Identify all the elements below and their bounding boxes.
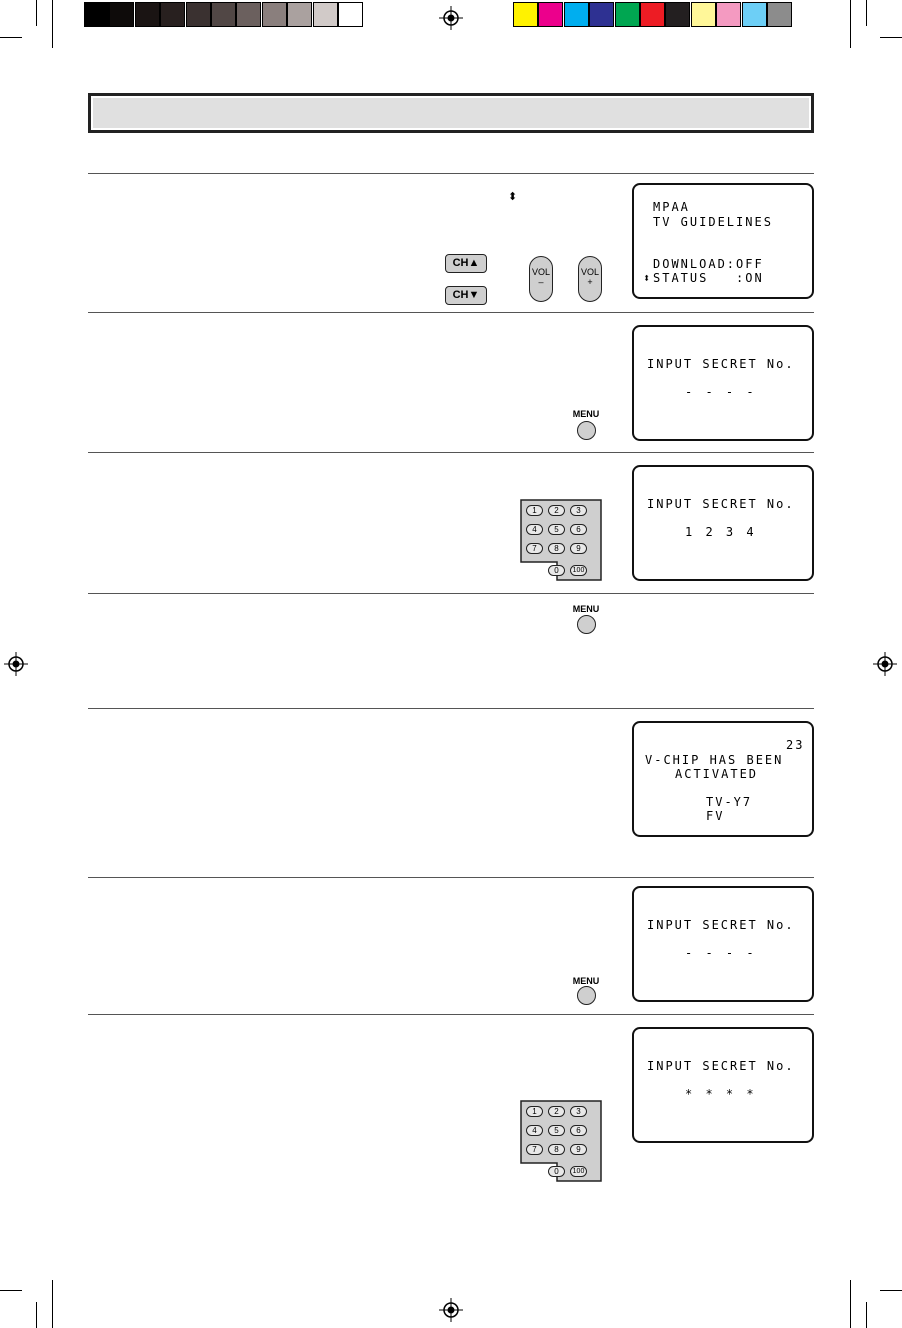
keypad-key-9[interactable]: 9 bbox=[570, 1144, 587, 1155]
updown-arrow-icon: ⬍ bbox=[508, 191, 518, 203]
color-swatch bbox=[615, 2, 640, 27]
crop-mark bbox=[850, 1280, 851, 1328]
vol-label: VOL bbox=[531, 267, 550, 277]
crop-mark bbox=[0, 1290, 22, 1291]
osd-value: 1 2 3 4 bbox=[685, 525, 757, 539]
crop-mark bbox=[36, 1302, 37, 1328]
osd-value: - - - - bbox=[685, 946, 757, 960]
crop-mark bbox=[0, 37, 22, 38]
osd-line: FV bbox=[706, 809, 725, 823]
crop-mark bbox=[866, 1302, 867, 1328]
osd-secret-screen bbox=[632, 1027, 814, 1143]
crop-mark bbox=[52, 1280, 53, 1328]
divider bbox=[88, 593, 814, 594]
osd-title: INPUT SECRET No. bbox=[647, 357, 795, 371]
crop-mark bbox=[850, 0, 851, 48]
menu-button[interactable] bbox=[577, 615, 596, 634]
gray-swatch bbox=[186, 2, 211, 27]
osd-line: MPAA bbox=[653, 200, 690, 214]
numeric-keypad bbox=[520, 499, 602, 581]
osd-vchip-screen bbox=[632, 721, 814, 837]
color-swatch bbox=[742, 2, 767, 27]
crop-mark bbox=[52, 0, 53, 48]
osd-value: - - - - bbox=[685, 385, 757, 399]
divider bbox=[88, 877, 814, 878]
keypad-key-5[interactable]: 5 bbox=[548, 524, 565, 535]
gray-swatch bbox=[236, 2, 261, 27]
osd-guidelines-screen bbox=[632, 183, 814, 299]
keypad-key-7[interactable]: 7 bbox=[526, 543, 543, 554]
crop-mark bbox=[866, 0, 867, 26]
gray-swatch bbox=[160, 2, 185, 27]
color-swatch bbox=[640, 2, 665, 27]
gray-swatch bbox=[313, 2, 338, 27]
keypad-key-0[interactable]: 0 bbox=[548, 565, 565, 576]
osd-line: DOWNLOAD:OFF bbox=[653, 257, 764, 271]
keypad-key-4[interactable]: 4 bbox=[526, 1125, 543, 1136]
keypad-key-8[interactable]: 8 bbox=[548, 543, 565, 554]
osd-title: INPUT SECRET No. bbox=[647, 918, 795, 932]
color-swatch bbox=[767, 2, 792, 27]
keypad-key-0[interactable]: 0 bbox=[548, 1166, 565, 1177]
vol-label: VOL bbox=[580, 267, 599, 277]
divider bbox=[88, 1014, 814, 1015]
menu-button[interactable] bbox=[577, 421, 596, 440]
ch-up-button[interactable]: CH▲ bbox=[445, 254, 487, 273]
color-swatch bbox=[589, 2, 614, 27]
osd-line: TV GUIDELINES bbox=[653, 215, 773, 229]
menu-button[interactable] bbox=[577, 986, 596, 1005]
vol-minus-button[interactable] bbox=[529, 256, 553, 302]
registration-mark-icon bbox=[873, 652, 897, 676]
divider bbox=[88, 708, 814, 709]
color-swatch bbox=[716, 2, 741, 27]
osd-secret-screen bbox=[632, 465, 814, 581]
menu-label: MENU bbox=[572, 409, 600, 419]
registration-mark-icon bbox=[439, 6, 463, 30]
color-swatch bbox=[538, 2, 563, 27]
keypad-key-1[interactable]: 1 bbox=[526, 505, 543, 516]
gray-swatch bbox=[262, 2, 287, 27]
gray-swatch bbox=[287, 2, 312, 27]
section-header-bar bbox=[88, 93, 814, 133]
gray-swatch bbox=[109, 2, 134, 27]
crop-mark bbox=[880, 37, 902, 38]
color-swatch bbox=[564, 2, 589, 27]
osd-line: STATUS :ON bbox=[653, 271, 764, 285]
osd-secret-screen bbox=[632, 325, 814, 441]
keypad-key-2[interactable]: 2 bbox=[548, 1106, 565, 1117]
osd-line: V-CHIP HAS BEEN bbox=[645, 753, 784, 767]
osd-line: ACTIVATED bbox=[675, 767, 759, 781]
osd-value: * * * * bbox=[685, 1087, 757, 1101]
color-swatch bbox=[691, 2, 716, 27]
keypad-key-6[interactable]: 6 bbox=[570, 1125, 587, 1136]
crop-mark bbox=[880, 1290, 902, 1291]
registration-mark-icon bbox=[439, 1298, 463, 1322]
vol-plus-button[interactable] bbox=[578, 256, 602, 302]
keypad-key-9[interactable]: 9 bbox=[570, 543, 587, 554]
gray-swatch bbox=[84, 2, 109, 27]
plus-icon: + bbox=[587, 277, 593, 287]
minus-icon: – bbox=[538, 277, 544, 287]
divider bbox=[88, 312, 814, 313]
keypad-key-100[interactable]: 100 bbox=[570, 1166, 587, 1177]
keypad-key-5[interactable]: 5 bbox=[548, 1125, 565, 1136]
osd-secret-screen bbox=[632, 886, 814, 1002]
gray-swatch bbox=[211, 2, 236, 27]
registration-mark-icon bbox=[4, 652, 28, 676]
osd-title: INPUT SECRET No. bbox=[647, 1059, 795, 1073]
keypad-key-1[interactable]: 1 bbox=[526, 1106, 543, 1117]
gray-swatch bbox=[338, 2, 363, 27]
osd-channel: 23 bbox=[786, 738, 805, 752]
keypad-key-4[interactable]: 4 bbox=[526, 524, 543, 535]
gray-swatch bbox=[135, 2, 160, 27]
updown-arrow-icon: ⬍ bbox=[643, 271, 651, 285]
keypad-key-3[interactable]: 3 bbox=[570, 505, 587, 516]
color-swatch bbox=[665, 2, 690, 27]
keypad-key-2[interactable]: 2 bbox=[548, 505, 565, 516]
keypad-key-6[interactable]: 6 bbox=[570, 524, 587, 535]
menu-label: MENU bbox=[572, 604, 600, 614]
keypad-key-7[interactable]: 7 bbox=[526, 1144, 543, 1155]
divider bbox=[88, 173, 814, 174]
numeric-keypad bbox=[520, 1100, 602, 1182]
keypad-key-3[interactable]: 3 bbox=[570, 1106, 587, 1117]
osd-title: INPUT SECRET No. bbox=[647, 497, 795, 511]
crop-mark bbox=[36, 0, 37, 26]
ch-down-button[interactable]: CH▼ bbox=[445, 286, 487, 305]
color-swatch bbox=[513, 2, 538, 27]
keypad-key-100[interactable]: 100 bbox=[570, 565, 587, 576]
divider bbox=[88, 452, 814, 453]
osd-line: TV-Y7 bbox=[706, 795, 753, 809]
keypad-key-8[interactable]: 8 bbox=[548, 1144, 565, 1155]
menu-label: MENU bbox=[572, 976, 600, 986]
